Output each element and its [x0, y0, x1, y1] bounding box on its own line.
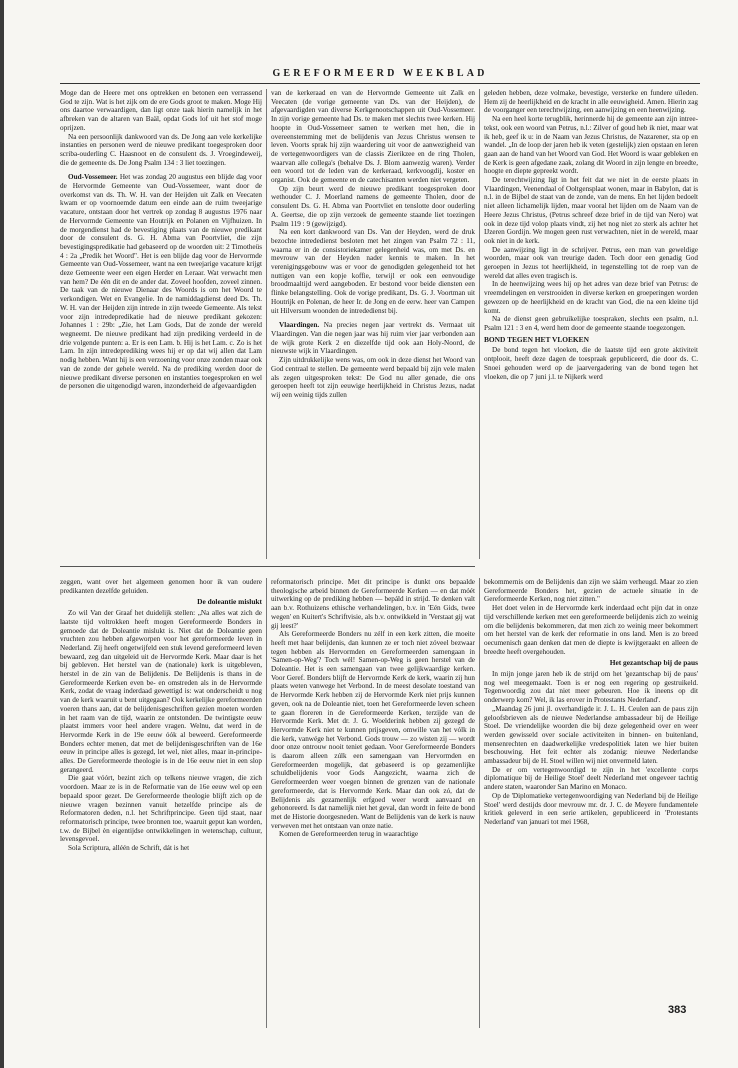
paragraph: Zo wil Van der Graaf het duidelijk stellen: „Na alles wat zich de laatste tijd voltrokken heeft mogen Gereformeerde Bonders in gemoede dat de Doleantie mislukt is. Niet dat de Doleantie geen vruchten zou hebben afgeworpen voor het gereformeerde leven in Nederland. Zij heeft ongetwijfeld een stuk levend gereformeerd leven bewaard, zeg dan uitgeleid uit de Hervormde Kerk. Maar daar is het bij gebleven. Het herstel van de (nationale) kerk is uitgebleven, herstel in de zin van de Belijdenis. De Belijdenis is thans in de Gereformeerde Kerken even be- en omstreden als in de Hervormde Kerk, zodat de vraag inderdaad gewettigd is: wat onderscheidt u nog van de kerk waaruit u bent uitgegaan? Ook kerkelijke gereformeerden voeren thans aan, dat de belijdenisgeschriften gezien moeten worden in het raam van de tijd, waarin ze ontstonden. De twintigste eeuw plaatst immers voor heel andere vragen. Welnu, dat werd in de Hervormde Kerk in de 19e eeuw óók al beweerd. Gereformeerde Bonders echter menen, dat met de belijdenisgeschriften van de 16e eeuw in principe alles is gezegd, let wel, niet alles, maar in-principe-alles. De Gereformeerde theologie is in de 16e eeuw niet in een slop gerangeerd.	[60, 609, 262, 774]
place-lead: Oud-Vossemeer.	[68, 173, 118, 182]
paragraph: geleden hebben, deze volmake, bevestige, versterke en fundere uïleden. Hem zij de heerlijkheid en de kracht in alle eeuwigheid. Amen. Hierin zag de voorganger een terechtwijzing, een aanwijzing en een heenwijzing.	[484, 89, 698, 115]
page-number: 383	[668, 1004, 687, 1016]
paragraph: Komen de Gereformeerden terug in waarachtige	[279, 830, 419, 839]
paragraph: De aanwijzing ligt in de schrijver. Petrus, een man van geweldige woorden, maar ook van treurige daden. Toch door een genadig God geroepen in Jezus tot heerlijkheid, in tegenstelling tot de roep van de wereld dat alles even tragisch is.	[484, 245, 698, 280]
header-rule	[60, 83, 700, 84]
paragraph: Die gaat vóórt, bezint zich op telkens nieuwe vragen, die zich voordoen. Maar ze is in de Reformatie van de 16e eeuw wel op een bepaald spoor gezet. De Gereformeerde theologie blijft zich op de nieuwe vragen bezinnen vanuit hetzelfde principe als de Reformatoren deden, n.l. het Schriftprincipe. Geen tijd staat, naar reformatorisch principe, twee bronnen toe, waaruit geput kan worden, t.w. de Bijbel èn eigentijdse ontwikkelingen in wetenschap, cultuur, levensgevoel.	[60, 774, 262, 844]
paragraph: In mijn jonge jaren heb ik de strijd om het 'gezantschap bij de paus' nog wel meegemaakt. Toen is er nog een regering op gestruikeld. Tegenwoordig zou dat niet meer gebeuren. Hoe ik ineens op dit onderwerp kom? Wel, ik las erover in Protestants Nederland'.	[484, 670, 698, 705]
paragraph: Het doet velen in de Hervormde kerk inderdaad echt pijn dat in onze tijd verschillende kerken met een gereformeerde belijdenis zich zo weinig om die belijdenis bekommeren, dat men zich zo weinig meer bekommert om het herstel van de kerk der reformatie in ons land. Men is zo breed oecumenisch gaan denken dat men de diepte is kwijtgeraakt en alleen de breedte heeft overgehouden.	[484, 604, 698, 656]
paragraph: van de kerkeraad en van de Hervormde Gemeente uit Zalk en Veecaten (de vorige gemeente van Ds. van der Heijden), de afgevaardigden van diverse Kerkgenootschappen uit Oud-Vossemeer. In zijn vorige gemeente had Ds. te maken met slechts twee kerken. Hij hoopte in Oud-Vossemeer samen te werken met hen, die in overeenstemming met de belijdenis van Jezus Christus wensen te leven. Voorts sprak hij zijn waardering uit voor de aanwezigheid van de vertegenwoordigers van de classis Zierikzee en de ring Tholen, waarvan alle collega's (behalve Ds. J. Blom aanwezig waren). Verder een woord tot de leden van de kerkeraad, kerkvoogdij, koster en organist. Ook de gemeente en de catechisanten werden niet vergeten.	[271, 89, 475, 185]
paragraph: Na een kort dankwoord van Ds. Van der Heyden, werd de druk bezochte intrededienst besloten met het zingen van Psalm 72 : 11, waarna er in de consistoriekamer gelegenheid was, om met Ds. en mevrouw van der Heyden nader kennis te maken. In het verenigingsgebouw was er voor de genodigden gelegenheid tot het nuttigen van een kopje koffie, terwijl er ook een eenvoudige broodmaaltijd werd aangeboden. Er bestond voor beide diensten een flinke belangstelling. Ook de vorige predikant, Ds. G. J. Voortman uit Houtrijk en Polenan, de heer Ir. de Jong en de eerw. heer van Campen uit Hilversum woonden de intrededienst bij.	[271, 228, 475, 315]
column-1	[60, 89, 262, 559]
paragraph: Op zijn beurt werd de nieuwe predikant toegesproken door wethouder C. J. Moerland namens de gemeente Tholen, door de consulent Ds. G. H. Abma van Poortvliet en tenslotte door ouderling A. Geertse, die op zijn verzoek de gemeente staande liet toezingen Psalm 119 : 9 (gewijzigd).	[271, 184, 475, 228]
column-5	[271, 578, 475, 1028]
paragraph-vlaardingen	[271, 321, 475, 356]
paragraph-oud-vossemeer	[60, 173, 262, 391]
paragraph: De er om vertegenwoordigd te zijn in het 'excellente corps diplomatique bij de Heilige Stoel' deelt Nederland met ongeveer tachtig andere staten, waaronder San Marino en Monaco.	[484, 765, 698, 792]
paragraph: Op de 'Diplomatieke vertegenwoordiging van Nederland bij de Heilige Stoel' werd destijds door mevrouw mr. dr. J. C. de Meyere fundamentele kritiek geleverd in een serie artikelen, gepubliceerd in 'Protestants Nederland' van januari tot mei 1968,	[484, 791, 698, 826]
paragraph: bekommernis om de Belijdenis dan zijn we sàám verheugd. Maar zo zien Gereformeerde Bonders het, gezien de actuele situatie in de Gereformeerde Kerken, nog niet zitten."	[484, 578, 698, 604]
paragraph: In de heenwijzing wees hij op het adres van deze brief van Petrus: de vreemdelingen en verstrooiden in diverse kerken en groeperingen worden gewezen op de heerlijkheid en de kracht van God, die na een kleine tijd komt.	[484, 280, 698, 315]
section-heading: De doleantie mislukt	[197, 597, 262, 607]
paragraph-text: Na precies negen jaar vertrekt ds. Vermaat uit Vlaardingen. Van die negen jaar was hij ruim vier jaar verbonden aan de wijk grote Kerk 2 en diezelfde tijd ook aan Holy-Noord, de nieuwste wijk in Vlaardingen.	[271, 321, 475, 356]
column-4	[60, 578, 262, 1028]
section-divider	[60, 566, 475, 567]
column-divider	[266, 578, 267, 1028]
paragraph: zeggen, want over het algemeen genomen hoor ik van oudere predikanten dezelfde geluiden.	[60, 578, 262, 595]
paragraph: Moge dan de Heere met ons optrekken en betonen een verrassend God te zijn. Wat is het zijk om de ere Gods groot te maken. Moge Hij ons daartoe verwaardigen, dan ligt onze taak hierin namelijk in het afbreken van de altaren van Baäl, opdat Gods lof uit het stof moge oprijzen.	[60, 89, 262, 132]
paragraph: reformatorisch principe. Met dit principe is dunkt ons bepaalde theologische arbeid binnen de Gereformeerde Kerken — en dat móét uitwerking op de prediking hebben — bepáld in strijd. Te denken valt aan b.v. Rothuizens ethische verhandelingen, b.v. in 'Eén Gids, twee wegen' en Kuitert's Schriftvisie, als b.v. ontwikkeld in 'Verstaat gij wat gij leest?'	[271, 578, 475, 630]
scan-edge	[0, 0, 4, 1068]
column-6	[484, 578, 698, 998]
paragraph: Na een persoonlijk dankwoord van ds. De Jong aan vele kerkelijke instanties en personen werd de nieuwe predikant toegesproken door scriba-ouderling C. Haasnoot en de consulent ds. J. Vroegindeweij, die de gemeente ds. De Jong Psalm 134 : 3 liet toezingen.	[60, 132, 262, 167]
paragraph-text: Het was zondag 20 augustus een blijde dag voor de Hervormde Gemeente van Oud-Vossemeer, want door de overkomst van ds. Th. W. H. van der Heijden uit Zalk en Veecaten kwam er op voornoemde datum een einde aan de ruim tweejarige vacature, ontstaan door het vertrek op zondag 8 augustus 1976 naar de Hervormde Gemeente van Houtrijk en Polanen en Vijfhuizen. In de morgendienst had de bevestiging plaats van de nieuwe predikant door de consulent ds. G. H. Abma van Poortvliet, die zijn bevestigingspredikatie had gebaseerd op de woorden uit: 2 Timotheüs 4 : 2a „Predik het Woord". Het is een blijde dag voor de Hervormde Gemeente van Oud-Vossemeer, want na een tweejarige vacature krijgt deze Gemeente weer een eigen Herder en Leraar. Wat verwacht men van hem? De één dit en de ander dat. Zoveel hoofden, zoveel zinnen. De taak van de nieuwe Dienaar des Woords is om het Woord te verkondigen. Wet en Evangelie. In de namiddagdienst deed Ds. Th. W. H. van der Heijden zijn intrede in zijn tweede Gemeente. Als tekst voor zijn intredepredikatie had de nieuwe predikant gekozen: Johannes 1 : 29b: „Zie, het Lam Gods, Dat de zonde der wereld wegneemt. De nieuwe predikant had zijn prediking verdeeld in de drie volgende punten: a. Er is een Lam. b. Hij is het Lam. c. Zo is het Lam. In zijn intredeprediking wees hij er op dat wij allen dat Lam nodig hebben. Want hij is een verzoening voor onze zonden maar ook van de zonde der gehele wereld. Na de prediking werden door de nieuwe predikant diverse personen en instanties toegesproken en wel de personen die uitgenodigd waren, inzonderheid de afgevaardigden	[60, 173, 262, 391]
column-2	[271, 89, 475, 559]
paragraph: „Maandag 26 juni jl. overhandigde ir. J. L. H. Ceulen aan de paus zijn geloofsbrieven als de nieuwe Nederlandse ambassadeur bij de Heilige Stoel. De vriendelijke woorden die bij deze gelegenheid over en weer werden gewisseld over sociale activiteiten in binnen- en buitenland, mensenrechten en daadwerkelijke vredespolitiek laten we hier buiten beschouwing. Het feit echter als zodanig: nieuwe Nederlandse ambassadeur bij de H. Stoel willen wij niet onvermeld laten.	[484, 704, 698, 766]
column-divider	[266, 89, 267, 559]
section-heading: Het gezantschap bij de paus	[609, 658, 698, 668]
place-lead: Vlaardingen.	[279, 321, 320, 330]
page-header: GEREFORMEERD WEEKBLAD	[272, 68, 488, 79]
paragraph: Sola Scriptura, alléén de Schrift, dát is het	[68, 844, 190, 853]
column-divider	[479, 578, 480, 1028]
paragraph: Als Gereformeerde Bonders nu zélf in een kerk zitten, die moeite heeft met haar belijdenis, dan kunnen ze er toch niet zóveel bezwaar tegen hebben als Hervormden en Gereformeerden samengaan in 'Samen-op-Weg'? Toch wél! Samen-op-Weg is geen herstel van de Doleantie. Het is een samengaan van twee gelijkwaardige kerken. Voor Geref. Bonders blijft de Hervormde Kerk de kerk, waarin zij hun plaats weten vanwege het Verbond. In de meest desolate toestand van de Hervormde Kerk hebben zij de Hervormde Kerk niet prijs kunnen geven, ook na de Doleantie niet, toen het Gereformeerde leven scheen te gaan floreren in de Gereformeerde Kerken, terzijde van de Hervormde Kerk. Met dr. J. G. Woelderink hebben zij gezegd de Hervormde Kerk niet te kunnen prijsgeven, omwille van het vólk in die kerk, vanwége het Verbond. Gods trouw — zo wisten zij — wordt door onze ontrouw nooit teniet gedaan. Voor Gereformeerde Bonders is daarom alleen zúlk een samengaan van Hervormden en Gereformeerden mogelijk, dat gebaseerd is op gezamenlijke schuldbelijdenis voor Gods Aangezicht, waarna zich de Gereformeerden weer voegen binnen de grenzen van de nationale gereformeerde, dat is Hervormde Kerk. Maar dan ook zó, dat de Belijdenis als gezamenlijk erfgoed weer wordt aanvaard en gehonoreerd. Is dat namelijk niet het geval, dan wordt in feite de bond met de Historie doorgesneden. Want de Belijdenis van de kerk is nauw verweven met het ontstaan van onze natie.	[271, 630, 475, 830]
paragraph: De terechtwijzing ligt in het feit dat we niet in de eerste plaats in Vlaardingen, Veenendaal of Ooltgensplaat wonen, maar in Babylon, dat is n.l. in de Bijbel de staat van de zonde, van de mens. En het lijden bedoelt niet alleen lichamelijk lijden, maar vooral het lijden om de Naam van de Heere Jezus Christus, (Petrus schreef deze brief in de tijd van Nero) wat ook in deze tijd volop plaats vindt, zij het nog niet zo sterk als achter het IJzeren Gordijn. We mogen geen rust verwachten, niet in de wereld, maar ook niet in de kerk.	[484, 176, 698, 245]
paragraph: Zijn uitdrukkelijke wens was, om ook in deze dienst het Woord van God centraal te stellen. De gemeente werd bepaald bij zijn vele malen als zegen uitgesproken tekst: De God nu aller genade, die ons geroepen heeft tot zijn eeuwige heerlijkheid in Christus Jezus, nadat wij een weinig tijds zullen	[271, 356, 475, 399]
paragraph: De bond tegen het vloeken, die de laatste tijd een grote aktiviteit ontplooit, heeft deze dagen de toespraak gepubliceerd, die door ds. C. Snoei gehouden werd op de jaarvergadering van de bond tegen het vloeken, die op 7 juni j.l. te Nijkerk werd	[484, 346, 698, 381]
column-3	[484, 89, 698, 559]
section-heading: BOND TEGEN HET VLOEKEN	[484, 334, 589, 344]
paragraph: Na een heel korte terugblik, herinnerde hij de gemeente aan zijn intree-tekst, ook een woord van Petrus, n.l.: Zilver of goud heb ik niet, maar wat ik heb, geef ik u: in de Naam van Jezus Christus, de Nazarener, sta op en wandel. „In de loop der jaren heb ik veten (gestelijk) zien opstaan en leren gaan aan de hand van het Woord van God. Het Woord is waar gebleken en de Kerk is geen afgedane zaak, zolang dit Woord in zijn lengte en breedte, hoogte en diepte gepreekt wordt.	[484, 115, 698, 176]
paragraph: Na de dienst geen gebruikelijke toespraken, slechts een psalm, n.l. Psalm 121 : 3 en 4, werd hem door de gemeente staande toegezongen.	[484, 315, 698, 332]
column-divider	[479, 89, 480, 559]
